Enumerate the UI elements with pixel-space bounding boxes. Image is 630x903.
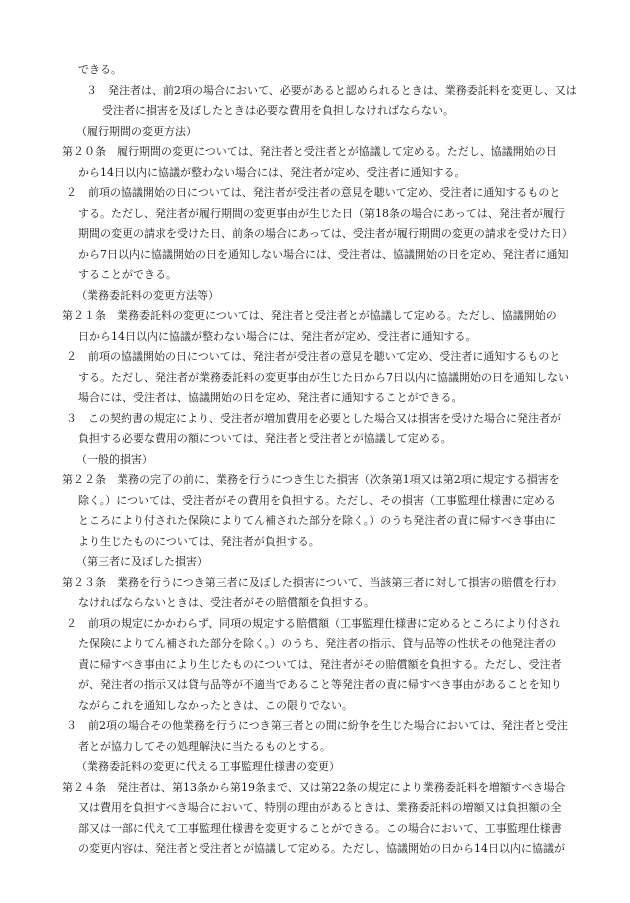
- item-2: ２ 前項の協議開始の日については、発注者が受注者の意見を聴いて定め、受注者に通知するものと: [66, 350, 561, 363]
- text-line: 部又は一部に代えて工事監理仕様書を変更することができる。この場合において、工事監理仕様書: [78, 821, 562, 835]
- article-20: 第２０条 履行期間の変更については、発注者と受注者とが協議して定める。ただし、協議開始の日: [62, 145, 557, 158]
- item-3: ３ 発注者は、前2項の場合において、必要があると認められるときは、業務委託料を変更し、又は: [86, 83, 577, 97]
- text-line: た保険によりてん補された部分を除く。）のうち、発注者の指示、貸与品等の性状その他発注者の: [78, 637, 557, 650]
- text-line: 受注者に損害を及ぼしたときは必要な費用を負担しなければならない。: [102, 104, 454, 117]
- item-3: ３ この契約書の規定により、受注者が増加費用を必要とした場合又は損害を受けた場合に発注者が: [66, 411, 561, 425]
- text-line: から7日以内に協議開始の日を通知しない場合には、受注者は、協議開始の日を定め、発注者に通知: [78, 247, 569, 261]
- text-line: 除く。）については、受注者がその費用を負担する。ただし、その損害（工事監理仕様書に定める: [78, 493, 557, 507]
- text-line: から14日以内に協議が整わない場合には、発注者が定め、受注者に通知する。: [78, 165, 466, 179]
- item-2: ２ 前項の協議開始の日については、発注者が受注者の意見を聴いて定め、受注者に通知するものと: [66, 186, 561, 199]
- text-line: 場合には、受注者は、協議開始の日を定め、発注者に通知することができる。: [78, 391, 463, 404]
- text-line: が、発注者の指示又は貸与品等が不適当であること等発注者の責に帰すべき事由があることを知り: [78, 678, 562, 691]
- document-body: [0, 60, 630, 860]
- text-line: する。ただし、発注者が履行期間の変更事由が生じた日（第18条の場合にあっては、発注者が履行: [78, 206, 565, 220]
- section-heading: （業務委託料の変更に代える工事監理仕様書の変更）: [76, 760, 340, 773]
- section-heading: （一般的損害）: [76, 452, 153, 466]
- text-line: 者とが協力してその処理解決に当たるものとする。: [78, 739, 331, 753]
- text-line: ところにより付された保険によりてん補された部分を除く。）のうち発注者の責に帰すべき事由に: [78, 514, 557, 527]
- text-line: できる。: [78, 63, 122, 76]
- text-line: することができる。: [78, 268, 177, 281]
- article-23: 第２３条 業務を行うにつき第三者に及ぼした損害について、当該第三者に対して損害の賠償を行わ: [62, 575, 557, 589]
- text-line: 日から14日以内に協議が整わない場合には、発注者が定め、受注者に通知する。: [78, 329, 477, 343]
- section-heading: （履行期間の変更方法）: [76, 124, 197, 138]
- text-line: 責に帰すべき事由により生じたものについては、発注者がその賠償額を負担する。ただし、受注者: [78, 657, 562, 671]
- text-line: 負担する必要な費用の額については、発注者と受注者とが協議して定める。: [78, 432, 452, 445]
- section-heading: （業務委託料の変更方法等）: [76, 288, 219, 302]
- text-line: 又は費用を負担すべき場合において、特別の理由があるときは、業務委託料の増額又は負担額の全: [78, 801, 562, 814]
- text-line: の変更内容は、発注者と受注者とが協議して定める。ただし、協議開始の日から14日以内に協議が: [78, 842, 565, 855]
- article-24: 第２４条 発注者は、第13条から第19条まで、又は第22条の規定により業務委託料を増額すべき場合: [62, 780, 566, 794]
- text-line: する。ただし、発注者が業務委託料の変更事由が生じた日から7日以内に協議開始の日を通知しない: [78, 370, 569, 384]
- text-line: なければならないときは、受注者がその賠償額を負担する。: [78, 596, 375, 609]
- item-3: ３ 前2項の場合その他業務を行うにつき第三者との間に紛争を生じた場合においては、発注者と受注: [66, 719, 568, 732]
- text-line: 期間の変更の請求を受けた日、前条の場合にあっては、受注者が履行期間の変更の請求を受けた日）: [78, 227, 573, 240]
- article-21: 第２１条 業務委託料の変更については、発注者と受注者とが協議して定める。ただし、協議開始の: [62, 309, 557, 322]
- item-2: ２ 前項の規定にかかわらず、同項の規定する賠償額（工事監理仕様書に定めるところにより付され: [66, 616, 561, 630]
- section-heading: （第三者に及ぼした損害）: [76, 555, 208, 568]
- article-22: 第２２条 業務の完了の前に、業務を行うにつき生じた損害（次条第1項又は第2項に規定する損害を: [62, 473, 560, 486]
- text-line: より生じたものについては、発注者が負担する。: [78, 534, 320, 548]
- text-line: ながらこれを通知しなかったときは、この限りでない。: [78, 698, 353, 712]
